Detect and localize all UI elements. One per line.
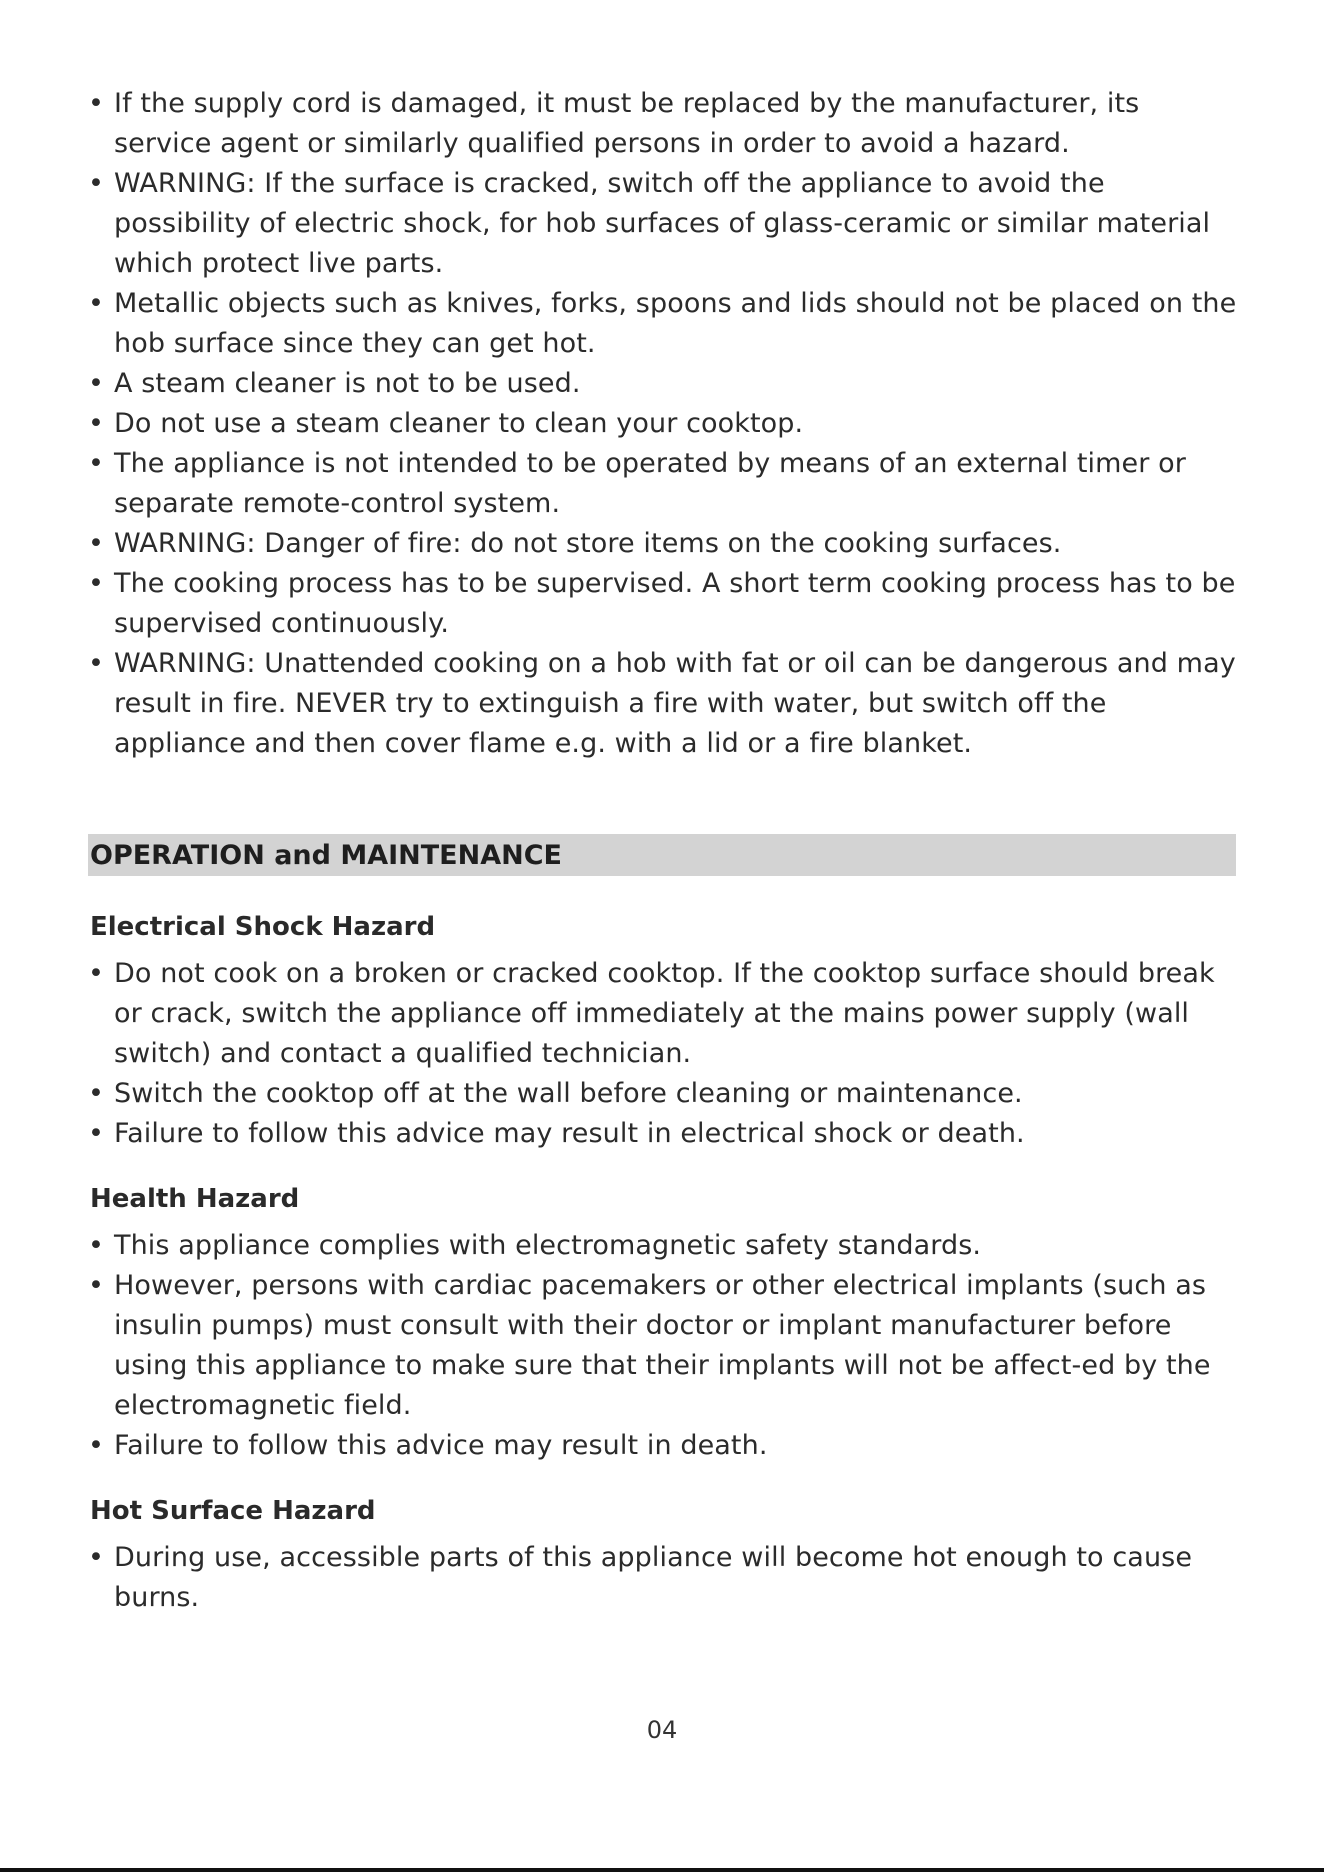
list-item-text: Do not use a steam cleaner to clean your cooktop. [114, 408, 804, 439]
bullet-icon: • [88, 958, 105, 989]
list-item [88, 1426, 1238, 1466]
bullet-icon: • [88, 1430, 105, 1461]
bullet-icon: • [88, 1230, 105, 1261]
health-bullet-list [88, 1226, 1238, 1466]
list-item-text: Failure to follow this advice may result in death. [114, 1430, 768, 1461]
bullet-icon: • [88, 168, 105, 199]
bullet-icon: • [88, 528, 105, 559]
electrical-bullet-list [88, 954, 1238, 1154]
bullet-icon: • [88, 88, 105, 119]
list-item-text: If the supply cord is damaged, it must be replaced by the manufacturer, its service agent or similarly qualified persons in order to avoid a hazard. [114, 88, 1140, 159]
bullet-icon: • [88, 1118, 105, 1149]
bullet-icon: • [88, 448, 105, 479]
list-item [88, 954, 1238, 1074]
list-item [88, 1226, 1238, 1266]
page-number: 04 [646, 1716, 678, 1744]
list-item-text: Switch the cooktop off at the wall before cleaning or maintenance. [114, 1078, 1023, 1109]
bullet-icon: • [88, 568, 105, 599]
list-item-text: WARNING: Unattended cooking on a hob with fat or oil can be dangerous and may result in fire. NEVER try to extinguish a fire with water, but switch off the appliance and then cover flame e.g. with a lid or a fire blanket. [114, 648, 1236, 759]
bullet-icon: • [88, 1078, 105, 1109]
list-item-text: However, persons with cardiac pacemakers or other electrical implants (such as insulin pumps) must consult with their doctor or implant manufacturer before using this appliance to make sure that their implants will not be affect-ed by the electromagnetic field. [114, 1270, 1211, 1421]
list-item-text: Do not cook on a broken or cracked cooktop. If the cooktop surface should break or crack, switch the appliance off immediately at the mains power supply (wall switch) and contact a qualified technician. [114, 958, 1215, 1069]
list-item-text: This appliance complies with electromagnetic safety standards. [114, 1230, 982, 1261]
list-item-text: Metallic objects such as knives, forks, spoons and lids should not be placed on the hob surface since they can get hot. [114, 288, 1237, 359]
bullet-icon: • [88, 648, 105, 679]
list-item [88, 444, 1238, 524]
list-item-text: The appliance is not intended to be operated by means of an external timer or separate remote-control system. [114, 448, 1186, 519]
list-item [88, 284, 1238, 364]
list-item-text: WARNING: Danger of fire: do not store items on the cooking surfaces. [114, 528, 1062, 559]
health-hazard-heading: Health Hazard [90, 1184, 300, 1214]
hot-surface-bullet-list [88, 1538, 1238, 1618]
bullet-icon: • [88, 1542, 105, 1573]
list-item [88, 524, 1238, 564]
hot-surface-heading: Hot Surface Hazard [90, 1496, 376, 1526]
list-item [88, 164, 1238, 284]
electrical-shock-heading: Electrical Shock Hazard [90, 912, 436, 942]
list-item-text: WARNING: If the surface is cracked, switch off the appliance to avoid the possibility of electric shock, for hob surfaces of glass-ceramic or similar material which protect live parts. [114, 168, 1211, 279]
list-item [88, 1114, 1238, 1154]
section-header-bar [88, 834, 1236, 876]
list-item [88, 364, 1238, 404]
list-item-text: The cooking process has to be supervised. A short term cooking process has to be supervised continuously. [114, 568, 1236, 639]
list-item-text: Failure to follow this advice may result in electrical shock or death. [114, 1118, 1025, 1149]
list-item [88, 564, 1238, 644]
list-item [88, 1538, 1238, 1618]
list-item [88, 1266, 1238, 1426]
bullet-icon: • [88, 1270, 105, 1301]
list-item-text: A steam cleaner is not to be used. [114, 368, 581, 399]
list-item-text: During use, accessible parts of this appliance will become hot enough to cause burns. [114, 1542, 1193, 1613]
list-item [88, 1074, 1238, 1114]
bullet-icon: • [88, 408, 105, 439]
bullet-icon: • [88, 288, 105, 319]
bottom-rule [0, 1868, 1324, 1872]
intro-bullet-list [88, 84, 1238, 764]
list-item [88, 404, 1238, 444]
bullet-icon: • [88, 368, 105, 399]
list-item [88, 644, 1238, 764]
section-title: OPERATION and MAINTENANCE [90, 839, 562, 871]
document-page [88, 84, 1238, 1618]
list-item [88, 84, 1238, 164]
